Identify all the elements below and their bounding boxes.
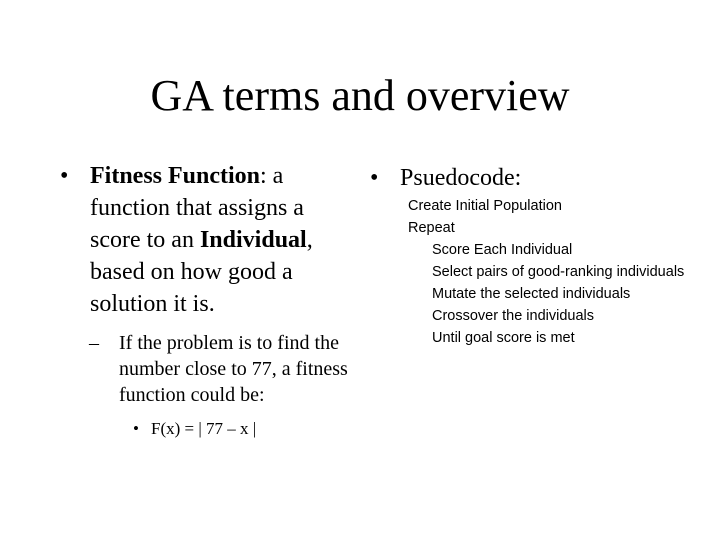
code-line-score: Score Each Individual <box>432 242 573 258</box>
fitness-definition-part-a: : a function that assigns a score to an <box>90 163 304 253</box>
bullet-icon: • <box>60 163 69 189</box>
fitness-formula: F(x) = | 77 – x | <box>151 419 257 438</box>
example-text: If the problem is to find the number close to 77, a fitness function could be: <box>119 332 348 406</box>
example-sub-bullet <box>89 330 360 408</box>
left-column <box>60 160 360 440</box>
code-line-mutate: Mutate the selected individuals <box>432 286 631 302</box>
slide-title: GA terms and overview <box>150 71 570 120</box>
code-line-create: Create Initial Population <box>408 198 562 214</box>
code-line-repeat: Repeat <box>408 220 455 236</box>
code-line-until: Until goal score is met <box>432 330 575 346</box>
pseudocode-heading <box>370 162 710 194</box>
code-line-crossover: Crossover the individuals <box>432 308 594 324</box>
pseudocode-heading-text: Psuedocode: <box>400 165 522 191</box>
bullet-icon: • <box>370 165 379 191</box>
dash-icon: – <box>89 332 99 354</box>
code-line-select: Select pairs of good-ranking individuals <box>432 264 685 280</box>
pseudocode-block <box>370 195 710 349</box>
formula-bullet <box>133 418 360 440</box>
fitness-function-term: Fitness Function <box>90 163 261 189</box>
fitness-definition-part-b: , based on how good a solution it is. <box>90 227 313 317</box>
small-bullet-icon: • <box>133 419 139 438</box>
right-column <box>370 162 710 349</box>
individual-term: Individual <box>199 227 307 253</box>
fitness-function-bullet <box>60 160 360 320</box>
